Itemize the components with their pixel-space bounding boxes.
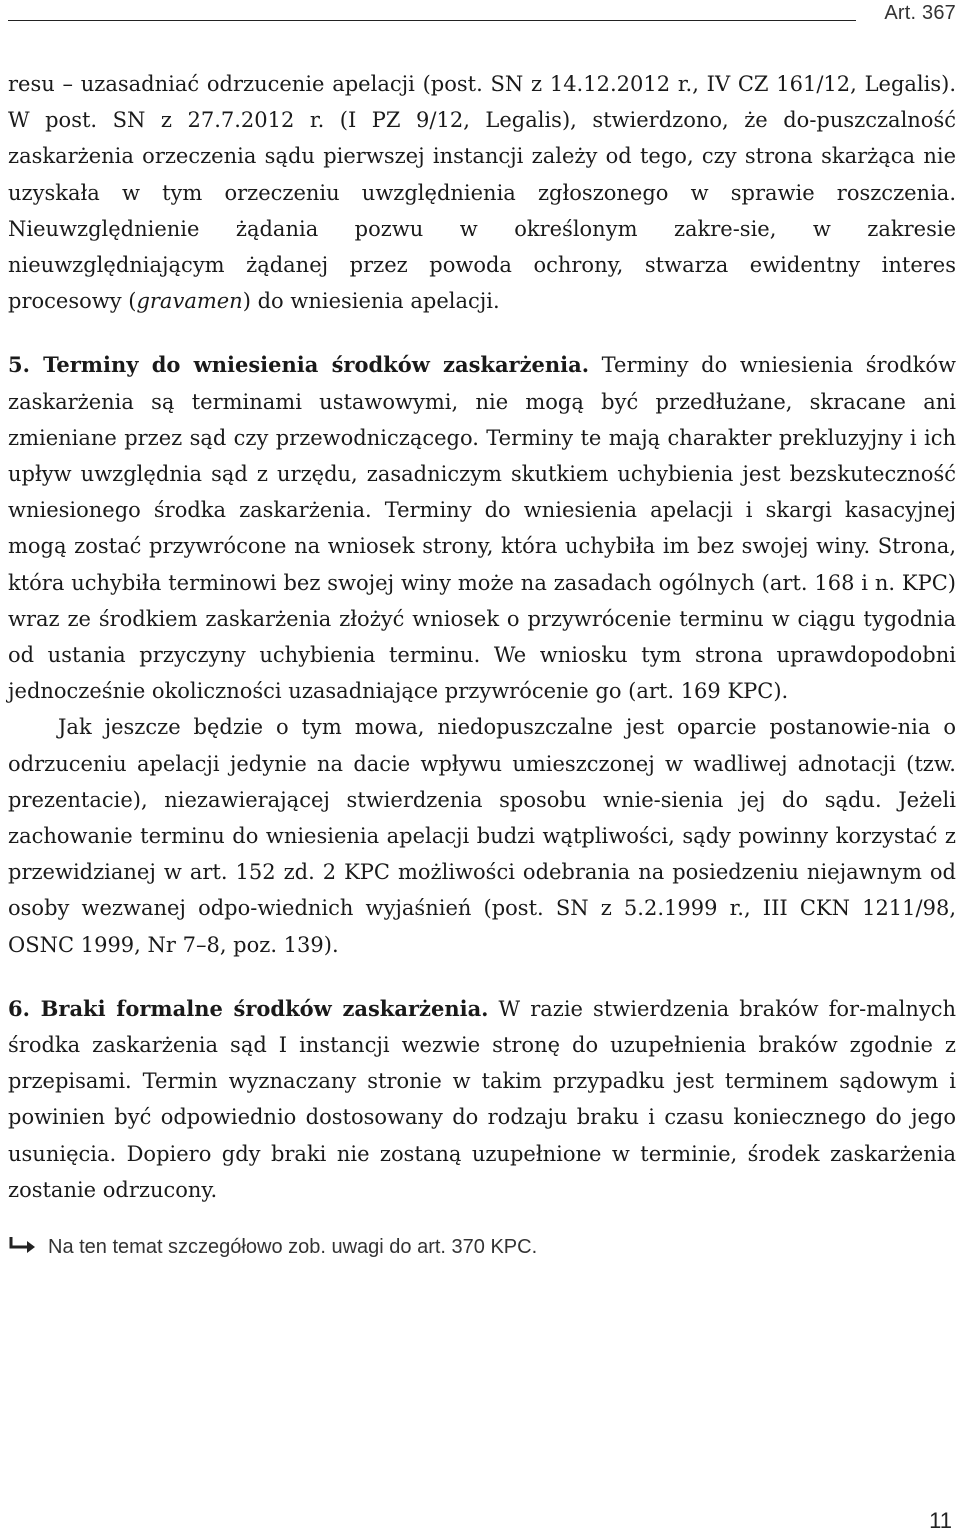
latin-term: gravamen: [136, 289, 243, 314]
cross-reference-text: Na ten temat szczegółowo zob. uwagi do art. 370 KPC.: [48, 1236, 538, 1259]
section-5: [8, 347, 956, 709]
paragraph-text: resu – uzasadniać odrzucenie apelacji (post. SN z 14.12.2012 r., IV CZ 161/12, Legalis). W post. SN z 27.7.2012 r. (I PZ 9/12, Legalis), stwierdzono, że do-puszczalność zaskarżenia orzeczenia sądu pierwszej instancji zależy od tego, czy strona skarżąca nie uzyskała w tym orzeczeniu uwzględnienia zgłoszonego w sprawie roszczenia. Nieuwzględnienie żądania pozwu w określonym zakre-sie, w zakresie nieuwzględniającym żądanej przez powoda ochrony, stwarza ewidentny interes procesowy (: [8, 72, 956, 314]
paragraph-continuation: [8, 66, 956, 319]
section-6-heading: 6. Braki formalne środków zaskarżenia.: [8, 995, 489, 1021]
paragraph-text-end: ) do wniesienia apelacji.: [242, 289, 500, 314]
header-rule: [8, 20, 856, 21]
section-5-heading: 5. Terminy do wniesienia środków zaskarżenia.: [8, 352, 590, 378]
running-head: Art. 367: [884, 2, 956, 24]
section-6-text: W razie stwierdzenia braków for-malnych środka zaskarżenia sąd I instancji wezwie stronę do uzupełnienia braków zgodnie z przepisami. Termin wyznaczany stronie w takim przypadku jest terminem sądowym i powinien być odpowiednio dostosowany do rodzaju braku i czasu koniecznego do jego usunięcia. Dopiero gdy braki nie zostaną uzupełnione w terminie, środek zaskarżenia zostanie odrzucony.: [8, 996, 956, 1202]
section-6: [8, 991, 956, 1208]
paragraph-jak-jeszcze: Jak jeszcze będzie o tym mowa, niedopuszczalne jest oparcie postanowie-nia o odrzuceniu apelacji jedynie na dacie wpływu umieszczonej w wadliwej adnotacji (tzw. prezentacie), niezawierającej stwierdzenia sposobu wnie-sienia jej do sądu. Jeżeli zachowanie terminu do wniesienia apelacji budzi wątpliwości, sądy powinny korzystać z przewidzianej w art. 152 zd. 2 KPC możliwości odebrania na posiedzeniu niejawnym od osoby wezwanej odpo-wiednich wyjaśnień (post. SN z 5.2.1999 r., III CKN 1211/98, OSNC 1999, Nr 7–8, poz. 139).: [8, 715, 956, 957]
section-5-text: Terminy do wniesienia środków zaskarżenia są terminami ustawowymi, nie mogą być przedłużane, skracane ani zmieniane przez sąd czy przewodniczącego. Terminy te mają charakter prekluzyjny i ich upływ uwzględnia sąd z urzędu, zasadniczym skutkiem uchybienia jest bezskuteczność wniesionego środka zaskarżenia. Terminy do wniesienia apelacji i skargi kasacyjnej mogą zostać przywrócone na wniosek strony, która uchybiła im bez swojej winy. Strona, która uchybiła terminowi bez swojej winy może na zasadach ogólnych (art. 168 i n. KPC) wraz ze środkiem zaskarżenia złożyć wniosek o przywrócenie terminu w ciągu tygodnia od ustania przyczyny uchybienia terminu. We wniosku tym strona uprawdopodobni jednocześnie okoliczności uzasadniające przywrócenie go (art. 169 KPC).: [8, 353, 956, 704]
page-number: 11: [929, 1508, 952, 1533]
cross-reference-note: [8, 1232, 956, 1262]
cross-reference-arrow-icon: [8, 1235, 40, 1260]
page-body: [8, 66, 956, 1262]
